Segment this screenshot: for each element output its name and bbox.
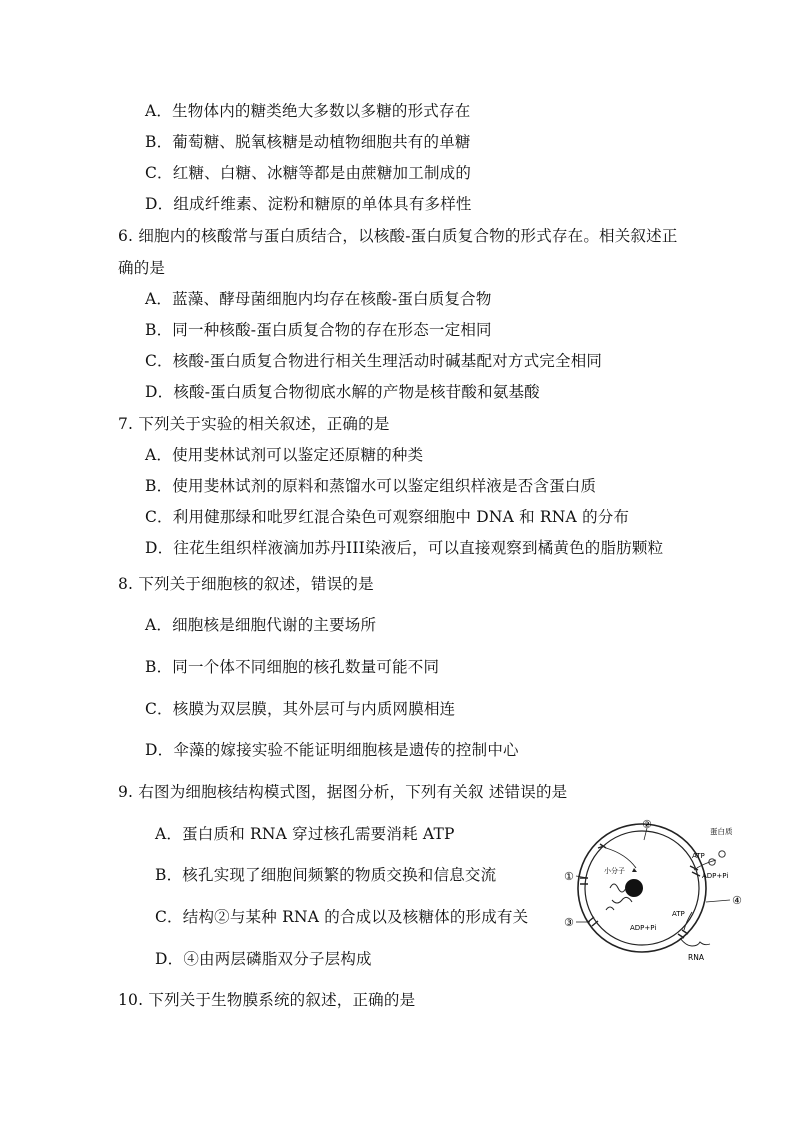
label-rna: RNA	[688, 953, 704, 962]
q9-option-c: C．结构②与某种 RNA 的合成以及核糖体的形成有关	[155, 908, 529, 926]
label-4: ④	[732, 894, 742, 907]
label-atp-bottom: ATP	[672, 910, 685, 918]
label-adp-right: ADP+Pi	[702, 872, 729, 880]
q7-option-b: B．使用斐林试剂的原料和蒸馏水可以鉴定组织样液是否含蛋白质	[145, 477, 597, 495]
nucleus-diagram-svg	[562, 818, 772, 968]
q7-option-c: C．利用健那绿和吡罗红混合染色可观察细胞中 DNA 和 RNA 的分布	[145, 508, 630, 526]
q6-option-b: B．同一种核酸-蛋白质复合物的存在形态一定相同	[145, 321, 492, 339]
q5-option-a: A．生物体内的糖类绝大多数以多糖的形式存在	[145, 102, 471, 120]
q10-stem: 10. 下列关于生物膜系统的叙述，正确的是	[118, 991, 416, 1009]
nucleus-structure-diagram	[562, 818, 772, 968]
arrow-small-molecule	[606, 848, 636, 868]
q5-option-b: B．葡萄糖、脱氧核糖是动植物细胞共有的单糖	[145, 133, 471, 151]
q6-option-c: C．核酸-蛋白质复合物进行相关生理活动时碱基配对方式完全相同	[145, 352, 603, 370]
protein-dot-1	[719, 851, 725, 857]
arrowhead-small-molecule	[632, 868, 637, 872]
q6-stem-line2: 确的是	[118, 259, 166, 277]
q6-stem-line1: 6. 细胞内的核酸常与蛋白质结合，以核酸-蛋白质复合物的形式存在。相关叙述正	[118, 227, 678, 245]
q5-option-d: D．组成纤维素、淀粉和糖原的单体具有多样性	[145, 195, 472, 213]
q7-stem: 7. 下列关于实验的相关叙述，正确的是	[118, 415, 390, 433]
q9-stem: 9. 右图为细胞核结构模式图，据图分析，下列有关叙 述错误的是	[118, 783, 568, 801]
label-protein: 蛋白质	[710, 827, 733, 836]
label-2: ②	[642, 818, 652, 831]
q8-option-d: D．伞藻的嫁接实验不能证明细胞核是遗传的控制中心	[145, 741, 519, 759]
label-3: ③	[564, 916, 574, 929]
q8-option-c: C．核膜为双层膜，其外层可与内质网膜相连	[145, 700, 456, 718]
label-1: ①	[564, 870, 574, 883]
q5-option-c: C．红糖、白糖、冰糖等都是由蔗糖加工制成的	[145, 164, 472, 182]
label-adp-bottom: ADP+Pi	[630, 924, 657, 932]
q6-option-a: A．蓝藻、酵母菌细胞内均存在核酸-蛋白质复合物	[145, 290, 492, 308]
q6-option-d: D．核酸-蛋白质复合物彻底水解的产物是核苷酸和氨基酸	[145, 383, 540, 401]
rna-strand	[680, 938, 710, 946]
q8-stem: 8. 下列关于细胞核的叙述，错误的是	[118, 575, 374, 593]
q7-option-a: A．使用斐林试剂可以鉴定还原糖的种类	[145, 446, 424, 464]
q9-option-b: B．核孔实现了细胞间频繁的物质交换和信息交流	[155, 866, 497, 884]
leader-4	[706, 900, 730, 902]
nucleolus	[625, 879, 643, 897]
nuclear-pore-left	[580, 878, 588, 884]
q8-option-b: B．同一个体不同细胞的核孔数量可能不同	[145, 658, 440, 676]
q7-option-d: D．往花生组织样液滴加苏丹III染液后，可以直接观察到橘黄色的脂肪颗粒	[145, 539, 664, 557]
q9-option-a: A．蛋白质和 RNA 穿过核孔需要消耗 ATP	[155, 825, 455, 843]
q8-option-a: A．细胞核是细胞代谢的主要场所	[145, 616, 377, 634]
label-atp-top: ATP	[692, 852, 705, 860]
q9-option-d: D．④由两层磷脂双分子层构成	[155, 950, 372, 968]
label-small-molecule: 小分子	[604, 867, 625, 875]
